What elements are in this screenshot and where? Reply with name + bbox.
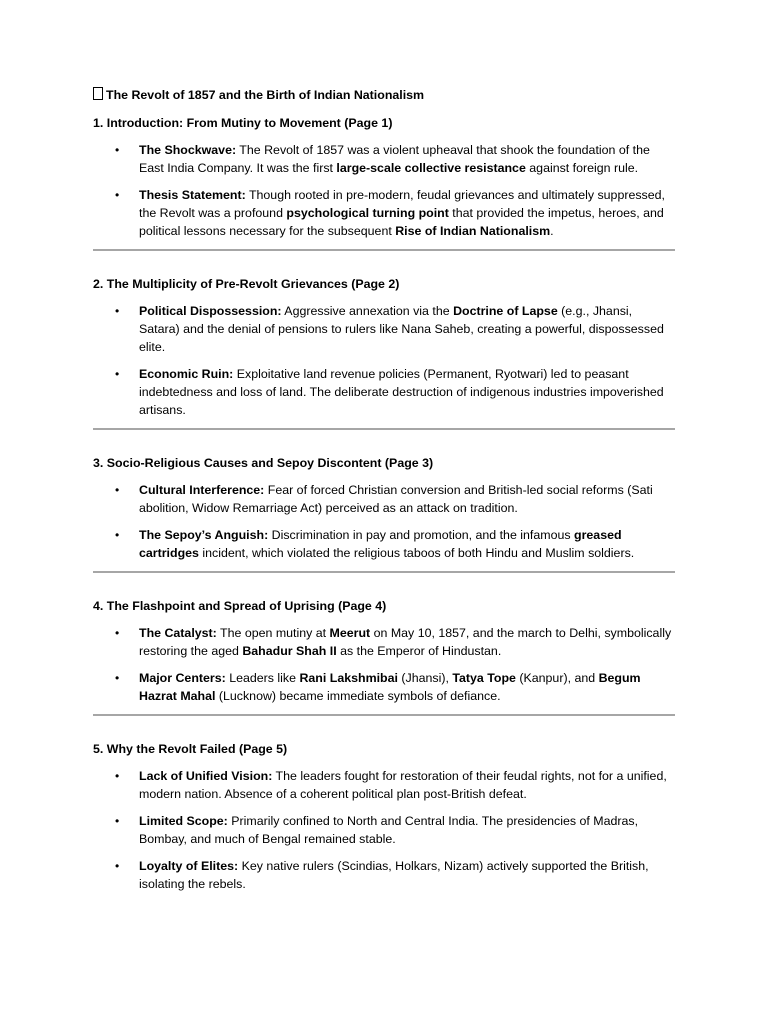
section-3 — [93, 454, 675, 573]
body-text: Aggressive annexation via the — [281, 304, 454, 318]
bold-text: Political Dispossession: — [139, 304, 282, 318]
bold-text: greased cartridges — [139, 528, 622, 560]
section-divider — [93, 571, 675, 573]
body-text: Primarily confined to North and Central India. The presidencies of Madras, Bombay, and much of Bengal remained stable. — [139, 814, 639, 846]
body-text: Discrimination in pay and promotion, and the infamous — [268, 528, 575, 542]
bullet-icon: • — [115, 769, 120, 783]
list-item — [93, 767, 675, 803]
list-item — [93, 365, 675, 419]
bold-text: psychological turning point — [286, 206, 449, 220]
section-heading: 1. Introduction: From Mutiny to Movement (Page 1) — [93, 116, 393, 130]
body-text: Key native rulers (Scindias, Holkars, Nizam) actively supported the British, isolating the rebels. — [139, 859, 649, 891]
list-item — [93, 624, 675, 660]
bold-text: Rise of Indian Nationalism — [395, 224, 551, 238]
list-item — [93, 302, 675, 356]
bold-text: Cultural Interference: — [139, 483, 265, 497]
bold-text: Rani Lakshmibai — [299, 671, 398, 685]
missing-glyph-icon — [93, 87, 103, 100]
bullet-list — [93, 624, 675, 705]
body-text: The leaders fought for restoration of their feudal rights, not for a unified, modern nation. Absence of a coherent political plan post-British defeat. — [139, 769, 667, 801]
body-text: (Kanpur), and — [515, 671, 599, 685]
list-item — [93, 669, 675, 705]
bullet-icon: • — [115, 814, 120, 828]
body-text: incident, which violated the religious taboos of both Hindu and Muslim soldiers. — [198, 546, 635, 560]
list-item — [93, 526, 675, 562]
bullet-list — [93, 141, 675, 240]
bold-text: Major Centers: — [139, 671, 226, 685]
bold-text: The Sepoy’s Anguish: — [139, 528, 269, 542]
bold-text: Economic Ruin: — [139, 367, 234, 381]
body-text: (Lucknow) became immediate symbols of defiance. — [215, 689, 501, 703]
body-text: that provided the impetus, heroes, and political lessons necessary for the subsequent — [139, 206, 664, 238]
bold-text: The Shockwave: — [139, 143, 237, 157]
section-heading: 3. Socio-Religious Causes and Sepoy Discontent (Page 3) — [93, 456, 434, 470]
sections-container — [93, 114, 675, 893]
bold-text: Tatya Tope — [452, 671, 516, 685]
bold-text: Doctrine of Lapse — [453, 304, 558, 318]
bold-text: Loyalty of Elites: — [139, 859, 239, 873]
body-text: The open mutiny at — [216, 626, 330, 640]
body-text: Though rooted in pre-modern, feudal grievances and ultimately suppressed, the Revolt was a profound — [139, 188, 665, 220]
section-heading: 4. The Flashpoint and Spread of Uprising (Page 4) — [93, 599, 387, 613]
bullet-icon: • — [115, 483, 120, 497]
body-text: (Jhansi), — [397, 671, 453, 685]
list-item — [93, 812, 675, 848]
section-2 — [93, 275, 675, 430]
document-title — [93, 86, 675, 104]
body-text: as the Emperor of Hindustan. — [336, 644, 502, 658]
section-1 — [93, 114, 675, 251]
bold-text: Begum Hazrat Mahal — [139, 671, 641, 703]
bold-text: Limited Scope: — [139, 814, 228, 828]
document-title-text: The Revolt of 1857 and the Birth of Indian Nationalism — [106, 88, 425, 102]
bold-text: large-scale collective resistance — [336, 161, 526, 175]
bullet-icon: • — [115, 367, 120, 381]
body-text: against foreign rule. — [525, 161, 639, 175]
bullet-icon: • — [115, 859, 120, 873]
body-text: (e.g., Jhansi, Satara) and the denial of pensions to rulers like Nana Saheb, creating a powerful, dispossessed elite. — [139, 304, 664, 354]
bold-text: The Catalyst: — [139, 626, 217, 640]
bullet-icon: • — [115, 626, 120, 640]
list-item — [93, 141, 675, 177]
bullet-icon: • — [115, 304, 120, 318]
bullet-list — [93, 767, 675, 893]
section-divider — [93, 428, 675, 430]
bold-text: Thesis Statement: — [139, 188, 246, 202]
section-divider — [93, 714, 675, 716]
list-item — [93, 857, 675, 893]
list-item — [93, 186, 675, 240]
bold-text: Lack of Unified Vision: — [139, 769, 273, 783]
bullet-icon: • — [115, 671, 120, 685]
body-text: The Revolt of 1857 was a violent upheaval that shook the foundation of the East India Company. It was the first — [139, 143, 650, 175]
section-heading: 5. Why the Revolt Failed (Page 5) — [93, 742, 288, 756]
body-text: Fear of forced Christian conversion and British-led social reforms (Sati abolition, Widow Remarriage Act) perceived as an attack on tradition. — [139, 483, 653, 515]
body-text: Leaders like — [225, 671, 300, 685]
bullet-icon: • — [115, 188, 120, 202]
bullet-icon: • — [115, 528, 120, 542]
bullet-list — [93, 481, 675, 562]
section-heading: 2. The Multiplicity of Pre-Revolt Grievances (Page 2) — [93, 277, 400, 291]
body-text: . — [550, 224, 554, 238]
body-text: Exploitative land revenue policies (Permanent, Ryotwari) led to peasant indebtedness and loss of land. The deliberate destruction of indigenous industries impoverished artisans. — [139, 367, 664, 417]
bold-text: Bahadur Shah II — [242, 644, 337, 658]
section-divider — [93, 249, 675, 251]
document-page — [93, 86, 675, 902]
section-5 — [93, 740, 675, 893]
bold-text: Meerut — [329, 626, 371, 640]
bullet-list — [93, 302, 675, 419]
bullet-icon: • — [115, 143, 120, 157]
section-4 — [93, 597, 675, 716]
body-text: on May 10, 1857, and the march to Delhi, symbolically restoring the aged — [139, 626, 672, 658]
list-item — [93, 481, 675, 517]
